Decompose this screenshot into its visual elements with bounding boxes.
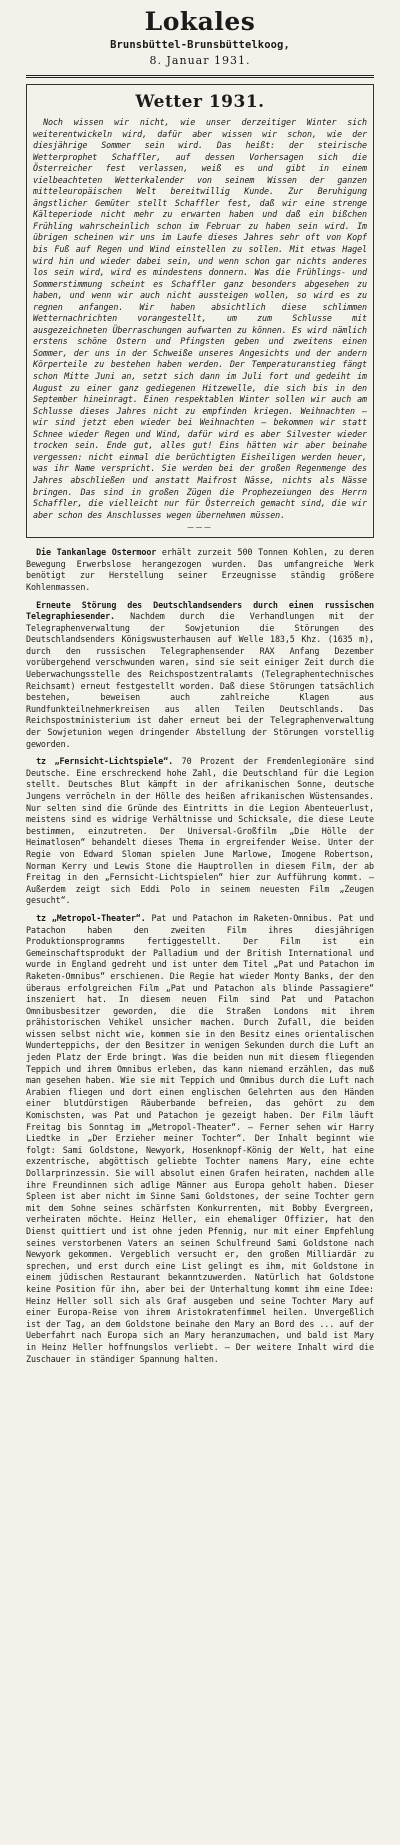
weather-title: Wetter 1931. (135, 92, 265, 112)
article-stoerung (26, 600, 374, 751)
article-fernsicht (26, 756, 374, 907)
article-text: Pat und Patachon im Raketen-Omnibus. Pat und Patachon haben den zweiten Film ihres diesjährigen Produktionsprogramms fertiggestellt. Der Film ist ein Gemeinschaftsprodukt der Palladium und der British International und wurde in England gedreht und ist unter dem Titel „Pat und Patachon im Raketen-Omnibus“ erschienen. Die Regie hat wieder Monty Banks, der den überaus erfolgreichen Film „Pat und Patachon als blinde Passagiere“ inszeniert hat. In diesem neuen Film sind Pat und Patachon Omnibusbesitzer geworden, die die Straßen Londons mit ihrem prähistorischen Vehikel unsicher machen. Durch Zufall, die beiden wissen selbst nicht wie, kommen sie in den Besitz eines orientalischen Wunderteppichs, der den Besitzer in wenigen Sekunden durch die Luft an jeden Platz der Erde bringt. Was die beiden nun mit diesem fliegenden Teppich und ihrem Omnibus erleben, das kann niemand erzählen, das muß man gesehen haben. Wie sie mit Teppich und Omnibus durch die Luft nach Arabien fliegen und dort einen englischen Gelehrten aus den Händen einer blutdürstigen Räuberbande befreien, das gehört zu dem Komischsten, was Pat und Patachon je gezeigt haben. Der Film läuft Freitag bis Sonntag im „Metropol-Theater“. — Ferner sehen wir Harry Liedtke in „Der Erzieher meiner Tochter“. Der Inhalt beginnt wie folgt: Sami Goldstone, Newyork, Hosenknopf-König der Welt, hat eine exzentrische, abgöttisch geliebte Tochter namens Mary, eine echte Dollarprinzessin. Sie will absolut einen Grafen heiraten, nachdem alle ihre Freundinnen sich adlige Männer aus Europa geholt haben. Dieser Spleen ist aber nicht im Sinne Sami Goldstones, der seine Tochter gern mit dem Sohne seines schärfsten Konkurrenten, mit Bobby Evergreen, verheiraten möchte. Heinz Heller, ein ehemaliger Offizier, hat den Dienst quittiert und ist ohne jeden Pfennig, nur mit einer Empfehlung seines verstorbenen Vaters an seinen Schulfreund Sami Goldstone nach Newyork gekommen. Vergeblich versucht er, den großen Milliardär zu sprechen, und erst durch eine List gelingt es ihm, mit Goldstone in einem jüdischen Restaurant bekanntzuwerden. Natürlich hat Goldstone keine Position für ihn, aber bei der Unterhaltung kommt ihm eine Idee: Heinz Heller soll sich als Graf ausgeben und seine Tochter Mary auf einer Europa-Reise von ihrem Aristokratenfimmel heilen. Unvergeßlich ist der Tag, an dem Goldstone beinahe den Mary an Bord des ... auf der Ueberfahrt nach Europa sich an Mary heranzumachen, und bald ist Mary in Heinz Heller hoffnungslos verliebt. — Der weitere Inhalt wird die Zuschauer in ständiger Spannung halten. (26, 912, 374, 1364)
article-lead: Erneute Störung des Deutschlandsenders durch einen russischen Telegraphiesender. (26, 599, 374, 622)
weather-text: Noch wissen wir nicht, wie unser derzeitiger Winter sich weiterentwickeln wird, dafür aber wissen wir schon, wie der diesjährige Sommer sein wird. Das heißt: der steirische Wetterprophet Schaffler, auf dessen Vorhersagen sich die Österreicher fest verlassen, weiß es und gibt in einem vielbeachteten Wetterkalender von seinem Wissen der ganzen mitteleuropäischen Welt bereitwillig Kunde. Zur Beruhigung ängstlicher Gemüter stellt Schaffler fest, daß wir eine strenge Kälteperiode nicht mehr zu erwarten haben und daß ein bißchen Frühling wahrscheinlich schon im Februar zu haben sein wird. Im übrigen scheinen wir uns im Laufe dieses Jahres sehr oft von Kopf bis Fuß auf Regen und Wind einstellen zu sollen. Mit etwas Hagel wird hin und wieder dabei sein, und wenn schon gar nichts anderes los sein wird, wird es mindestens donnern. Was die Frühlings- und Sommerstimmung scheint es Schaffler ganz besonders abgesehen zu haben, und wenn wir auch nicht aussteigen wollen, so wird es zu regnen anfangen. Wir haben absichtlich diese schlimmen Wetternachrichten vorangestellt, um zum Schlusse mit ausgezeichneten Überraschungen aufwarten zu können. Es wird nämlich erstens schöne Ostern und Pfingsten geben und zweitens einen Sommer, der uns in der Schweiße unseres Angesichts und der andern Körperteile zu bestehen haben werden. Der Temperaturanstieg fängt schon Mitte Juni an, setzt sich dann im Juli fort und gedeiht im August zu einer ganz gediegenen Hitzewelle, die sich bis in den September hineinragt. Einen respektablen Winter sollen wir auch am Schlusse dieses Jahres nicht zu empfinden kriegen. Weihnachten — wir sind jetzt eben wieder bei Weihnachten — bekommen wir statt Schnee wieder Regen und Wind, dafür wird es aber Silvester wieder trocken sein. Ende gut, alles gut! Eins hätten wir aber beinahe vergessen: nicht einmal die berüchtigten Eisheiligen werden heuer, was ihr Name verspricht. Sie werden bei der großen Regenmenge des Jahres abschließen und anstatt Maifrost Nässe, nichts als Nässe bringen. Das sind in großen Zügen die Prophezeiungen des Herrn Schaffler, die vielleicht nur für Österreich gemacht sind, die wir aber schon des Anschlusses wegen übernehmen müssen. (33, 117, 367, 520)
article-metropol (26, 913, 374, 1365)
article-lead: tz „Metropol-Theater“. (36, 912, 152, 923)
weather-box (26, 84, 374, 538)
header-divider (26, 75, 374, 78)
spacer (26, 538, 374, 547)
article-text: erhält zurzeit 500 Tonnen Kohlen, zu deren Bewegung Erwerbslose herangezogen wurden. Das umfangreiche Werk benötigt zur Herstellung seiner Erzeugnisse ständig größere Kohlenmassen. (26, 547, 374, 592)
article-lead: Die Tankanlage Ostermoor (36, 547, 162, 558)
date-line: 8. Januar 1931. (149, 54, 251, 67)
article-text: Nachdem durch die Verhandlungen mit der Telegraphenverwaltung der Sowjetunion die Störungen des Deutschlandsenders Königswusterhausen auf Welle 183,5 Khz. (1635 m), durch den russischen Telegraphensender RAX Anfang Dezember vorübergehend verschwunden waren, sind sie seit einiger Zeit durch die Ueberwachungsstelle des Reichspostzentralamts (Telegraphentechnisches Reichsamt) erneut festgestellt worden. Daß diese Störungen tatsächlich bestehen, beweisen auch zahlreiche Klagen aus Rundfunkteilnehmerkreisen aus allen Teilen Deutschlands. Das Reichspostministerium ist daher erneut bei der Telegraphenverwaltung der Sowjetunion wegen dringender Abstellung der Störungen vorstellig geworden. (26, 611, 375, 749)
article-tankanlage (26, 547, 374, 593)
news-column (26, 8, 374, 1365)
location-line: Brunsbüttel-Brunsbüttelkoog, (110, 39, 290, 51)
article-lead: tz „Fernsicht-Lichtspiele“. (36, 756, 182, 767)
section-title: Lokales (144, 7, 256, 36)
box-end-ornament: ⏤⏤⏤ (187, 523, 213, 533)
article-text: 70 Prozent der Fremdenlegionäre sind Deutsche. Eine erschreckend hohe Zahl, die Deutschland für die Legion stellt. Deutsches Blut kämpft in der afrikanischen Sonne, deutsche Jungens verröcheln in der Hölle des heißen afrikanischen Wüstensandes. Nur selten sind die Gründe des Eintritts in die Legion Abenteuerlust, meistens sind es widrige Verhältnisse und Schicksale, die diese Leute bestimmen, einzutreten. Der Universal-Großfilm „Die Hölle der Heimatlosen“ behandelt dieses Thema in ergreifender Weise. Unter der Regie von Edward Sloman spielen June Marlowe, Imogene Robertson, Norman Kerry und Lewis Stone die Hauptrollen in diesem Film, der ab Freitag in den „Fernsicht-Lichtspielen“ hier zur Aufführung kommt. — Außerdem zeigt sich Eddi Polo in seinem neuesten Film „Zeugen gesucht“. (26, 756, 374, 906)
